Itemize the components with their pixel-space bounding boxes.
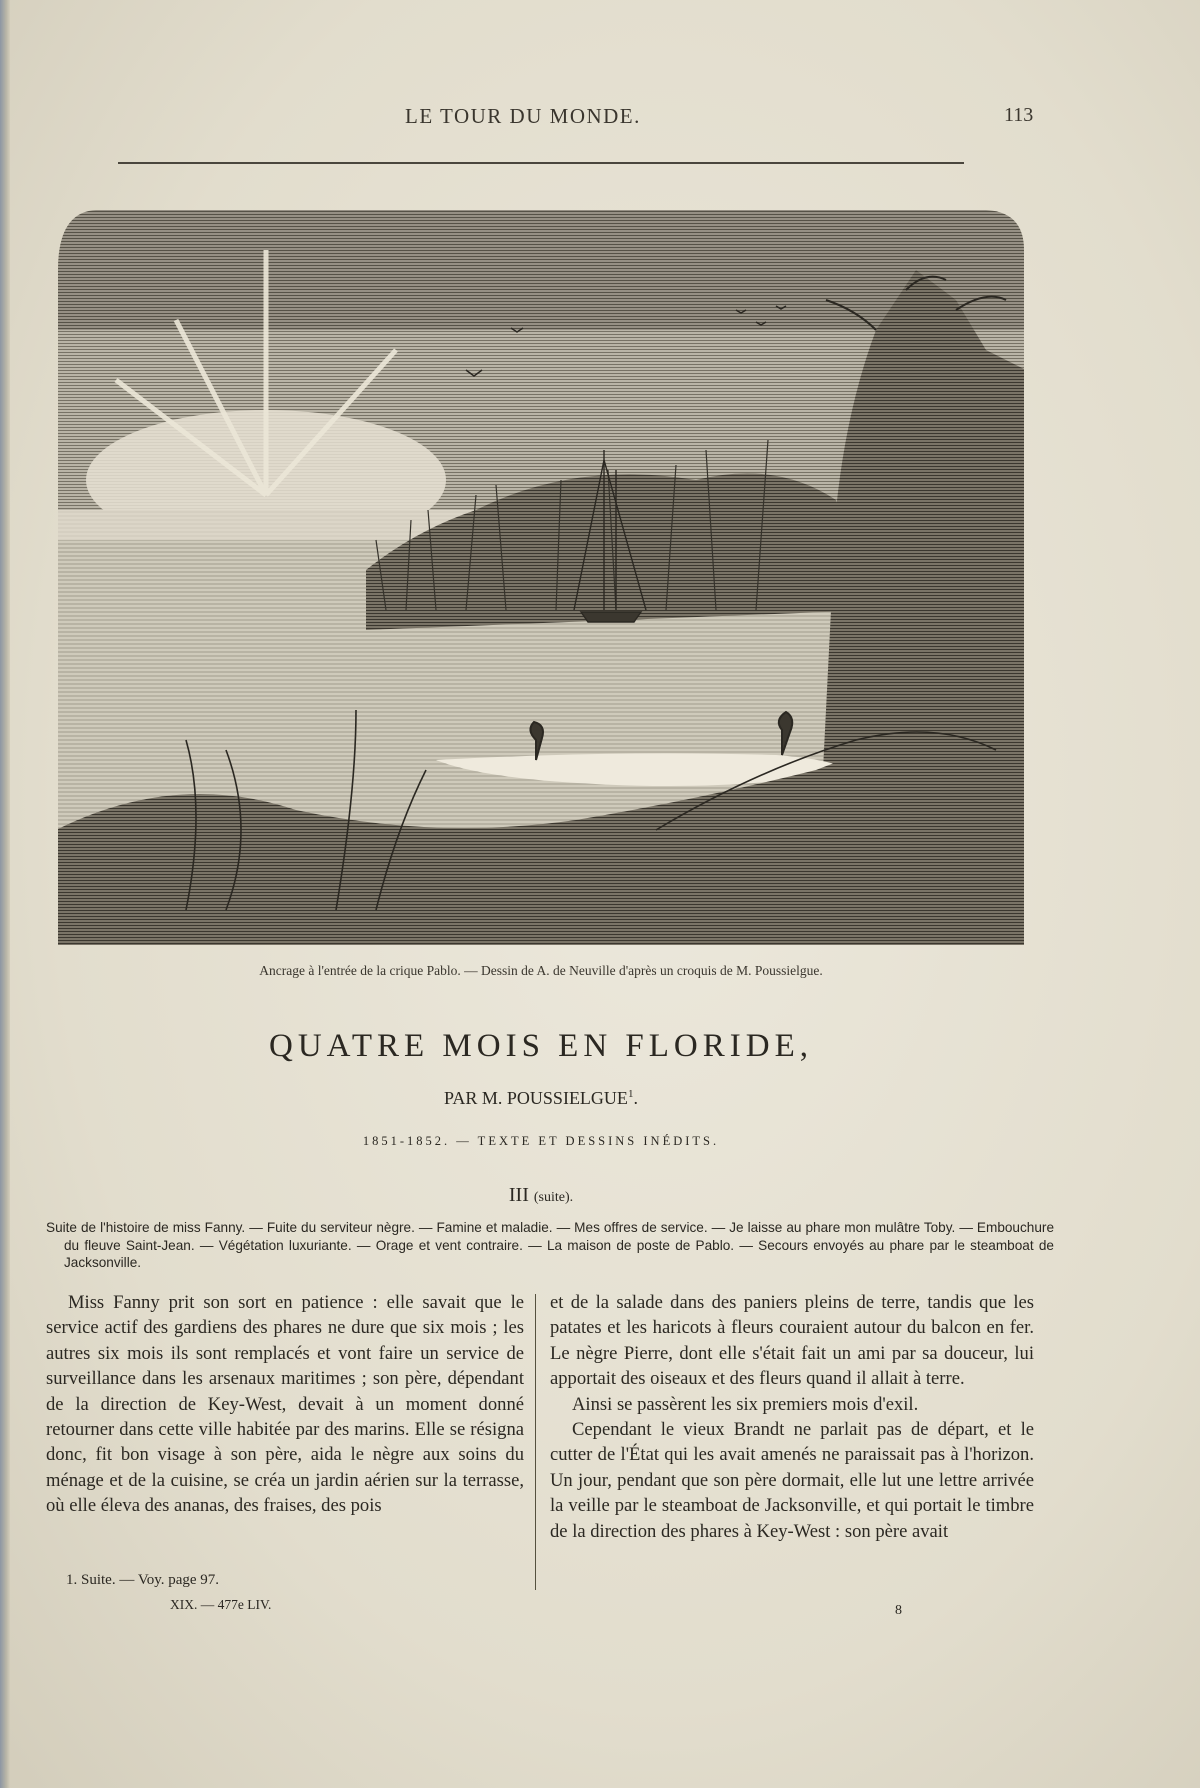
column-divider bbox=[535, 1294, 536, 1590]
chapter-summary: Suite de l'histoire de miss Fanny. — Fuite du serviteur nègre. — Famine et maladie. — Mes offres de service. — Je laisse au phare mon mulâtre Toby. — Embouchure du fleuve Saint-Jean. — Végétation luxuriante. — Orage et vent contraire. — La maison de poste de Pablo. — Secours envoyés au phare par le steamboat de Jacksonville. bbox=[46, 1220, 1054, 1270]
footnote: 1. Suite. — Voy. page 97. bbox=[66, 1572, 220, 1588]
section-suite: (suite). bbox=[533, 1190, 574, 1205]
article-dates: 1851-1852. — TEXTE ET DESSINS INÉDITS. bbox=[362, 1134, 720, 1148]
engraving-illustration bbox=[56, 210, 1026, 945]
article-title: QUATRE MOIS EN FLORIDE, bbox=[269, 1028, 813, 1064]
engraving-image bbox=[56, 210, 1026, 945]
paragraph: Ainsi se passèrent les six premiers mois d'exil. bbox=[572, 1393, 919, 1415]
paragraph: Miss Fanny prit son sort en patience : elle savait que le service actif des gardiens des phares ne dure que six mois ; les autres six mois ils sont remplacés et vont faire un service de surveillance dans les arsenaux maritimes ; son père, dépendant de la direction de Key-West, devait à un moment donné retourner dans cette ville habitée par des marins. Elle se résigna donc, fit bon visage à son père, aida le nègre aux soins du ménage et de la cuisine, se créa un jardin aérien sur la terrasse, où elle éleva des ananas, des fraises, des pois bbox=[46, 1292, 524, 1517]
page-number: 113 bbox=[1004, 104, 1034, 126]
text-column-right bbox=[550, 1290, 1034, 1544]
paragraph: et de la salade dans des paniers pleins de terre, tandis que les patates et les haricots à fleurs couraient autour du balcon en fer. Le nègre Pierre, dont elle s'était fait un ami par sa douceur, lui apportait des oiseaux et des fleurs quand il allait à terre. bbox=[550, 1292, 1034, 1390]
article-byline: PAR M. POUSSIELGUE$^1$. bbox=[444, 1088, 638, 1108]
sheet-number: 8 bbox=[895, 1603, 902, 1618]
paragraph: Cependant le vieux Brandt ne parlait pas de départ, et le cutter de l'État qui les avait amenés ne paraissait pas à l'horizon. Un jour, pendant que son père dormait, elle lut une lettre arrivée la veille par le steamboat de Jacksonville, et qui portait le timbre de la direction des phares à Key-West : son père avait bbox=[550, 1419, 1034, 1542]
illustration-caption: Ancrage à l'entrée de la crique Pablo. — Dessin de A. de Neuville d'après un croquis de M. Poussielgue. bbox=[259, 963, 823, 978]
byline-text: PAR M. POUSSIELGUE bbox=[444, 1088, 628, 1108]
text-column-left bbox=[46, 1290, 524, 1519]
running-head: LE TOUR DU MONDE. bbox=[405, 104, 641, 128]
binding-edge bbox=[0, 0, 10, 1788]
section-heading bbox=[0, 1184, 1082, 1207]
header-rule bbox=[118, 162, 964, 164]
section-number: III bbox=[508, 1184, 529, 1206]
volume-signature: XIX. — 477e LIV. bbox=[170, 1597, 272, 1612]
byline-note-ref: 1 bbox=[627, 1088, 634, 1100]
